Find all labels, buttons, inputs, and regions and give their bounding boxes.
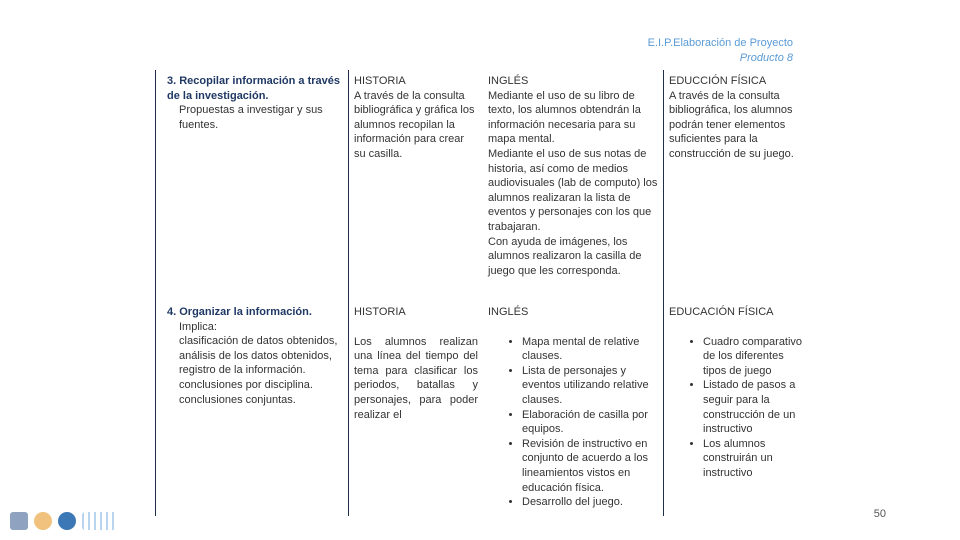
table-border-left xyxy=(155,70,156,516)
list-item: • Revisión de instructivo en conjunto de acuerdo a los lineamientos vistos en educación física. xyxy=(522,437,660,495)
step-body: registro de la información. xyxy=(179,364,306,377)
list-item: • Elaboración de casilla por equipos. xyxy=(522,408,660,437)
step-title: 4. Organizar la información. xyxy=(167,306,312,318)
university-seal-icon xyxy=(10,512,28,530)
edfisica-cell xyxy=(669,305,804,481)
subject-text: Mediante el uso de sus notas de historia, así como de medios audiovisuales (lab de computo) los alumnos realizaran la lista de eventos y personajes con los que trabajaran. xyxy=(488,147,658,233)
footer-logos xyxy=(10,512,116,530)
header-title: E.I.P.Elaboración de Proyecto xyxy=(647,37,793,49)
anniversary-logo-icon xyxy=(34,512,52,530)
subject-label: EDUCACIÓN FÍSICA xyxy=(669,306,774,318)
historia-cell xyxy=(354,305,478,422)
stripes-logo-icon xyxy=(82,512,116,530)
ingles-cell xyxy=(488,74,658,278)
step-3-cell xyxy=(167,74,342,132)
subject-text: A través de la consulta bibliográfica, los alumnos podrán tener elementos suficientes para la construcción de su juego. xyxy=(669,89,794,160)
list-item: • Mapa mental de relative clauses. xyxy=(522,335,660,364)
subject-label: EDUCCIÓN FÍSICA xyxy=(669,75,767,87)
subject-label: HISTORIA xyxy=(354,75,406,87)
list-item: • Listado de pasos a seguir para la construcción de un instructivo xyxy=(703,378,804,436)
ingles-cell xyxy=(488,305,660,510)
edfisica-cell xyxy=(669,74,801,162)
step-body: Implica: xyxy=(179,320,217,333)
subject-label: HISTORIA xyxy=(354,306,406,318)
subject-text: Con ayuda de imágenes, los alumnos realizaron la casilla de juego que les corresponda. xyxy=(488,235,642,277)
page-number: 50 xyxy=(873,508,886,520)
step-title: 3. Recopilar información a través de la investigación. xyxy=(167,75,341,102)
table-divider xyxy=(663,70,664,516)
step-body: conclusiones conjuntas. xyxy=(179,393,296,406)
step-body: análisis de los datos obtenidos, xyxy=(179,349,332,362)
table-divider xyxy=(348,70,349,516)
list-item: • Cuadro comparativo de los diferentes tipos de juego xyxy=(703,335,804,379)
step-4-cell xyxy=(167,305,345,407)
subject-text: Mediante el uso de su libro de texto, los alumnos obtendrán la información necesaria para su mapa mental. xyxy=(488,89,641,146)
header-subtitle: Producto 8 xyxy=(739,52,793,64)
subject-label: INGLÉS xyxy=(488,75,529,87)
subject-text: Los alumnos realizan una línea del tiempo del tema para clasificar los periodos, batallas y personajes, para poder realizar el xyxy=(354,335,478,421)
step-body: conclusiones por disciplina. xyxy=(179,378,313,391)
list-item: • Desarrollo del juego. xyxy=(522,495,660,510)
subject-label: INGLÉS xyxy=(488,306,529,318)
list-item: • Los alumnos construirán un instructivo xyxy=(703,437,804,481)
step-body: clasificación de datos obtenidos, xyxy=(179,335,338,348)
step-body: Propuestas a investigar y sus fuentes. xyxy=(179,104,323,131)
institution-logo-icon xyxy=(58,512,76,530)
list-item: • Lista de personajes y eventos utilizando relative clauses. xyxy=(522,364,660,408)
subject-text: A través de la consulta bibliográfica y gráfica los alumnos recopilan la información para crear su casilla. xyxy=(354,89,475,160)
historia-cell xyxy=(354,74,478,162)
